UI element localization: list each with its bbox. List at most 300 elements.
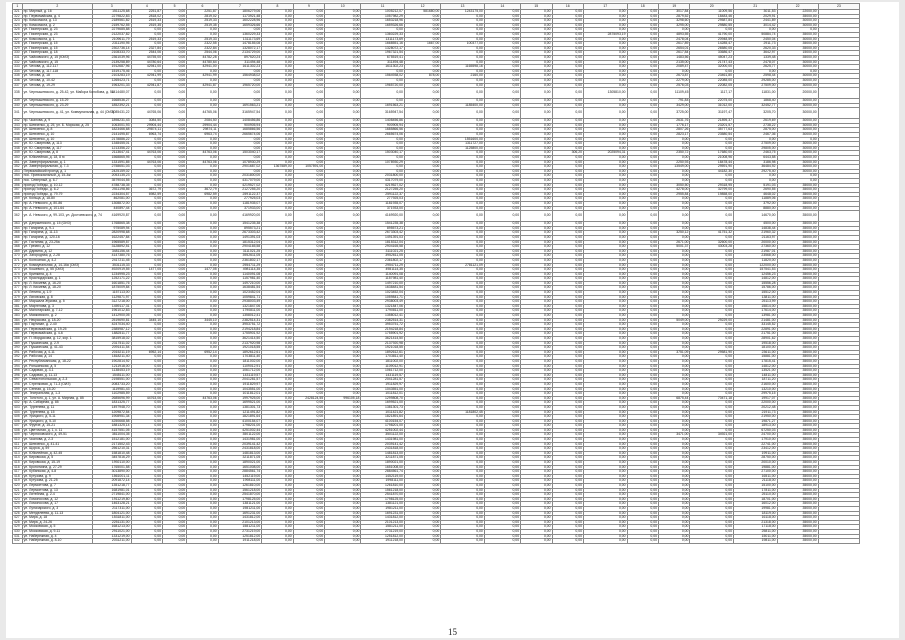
value-cell: 0,00 bbox=[584, 128, 628, 133]
value-cell: 0,00 bbox=[484, 392, 520, 397]
value-cell: 0,00 bbox=[262, 272, 293, 277]
value-cell: 0,00 bbox=[325, 235, 361, 240]
value-cell: 0,00 bbox=[293, 99, 324, 104]
value-cell: 0,00 bbox=[293, 137, 324, 142]
value-cell: 0,00 bbox=[187, 438, 218, 443]
value-cell: 0,00 bbox=[441, 415, 485, 420]
value-cell: 35000,00 bbox=[777, 272, 818, 277]
value-cell: 0,00 bbox=[293, 188, 324, 193]
value-cell: 0,00 bbox=[659, 304, 690, 309]
value-cell: 0,00 bbox=[325, 350, 361, 355]
value-cell: 22082,05 bbox=[690, 83, 734, 88]
value-cell: 0,00 bbox=[690, 465, 734, 470]
value-cell: 25811,00 bbox=[734, 529, 778, 534]
value-cell: 0,00 bbox=[404, 309, 440, 314]
value-cell: 0,00 bbox=[627, 415, 658, 420]
value-cell: 0,00 bbox=[187, 493, 218, 498]
value-cell: 0,00 bbox=[584, 396, 628, 401]
empty-cell bbox=[818, 539, 859, 544]
value-cell: 0,00 bbox=[163, 46, 187, 51]
value-cell: 0,00 bbox=[163, 32, 187, 37]
value-cell: 0,00 bbox=[404, 364, 440, 369]
value-cell: 0,00 bbox=[325, 291, 361, 296]
empty-cell bbox=[818, 108, 859, 119]
value-cell: 0,00 bbox=[131, 327, 162, 332]
value-cell: 0,00 bbox=[262, 529, 293, 534]
value-cell: 32000,00 bbox=[690, 65, 734, 70]
value-cell: 371933,00 bbox=[361, 206, 405, 211]
value-cell: 0,00 bbox=[521, 142, 552, 147]
value-cell: 0,00 bbox=[484, 488, 520, 493]
value-cell: 35000,00 bbox=[777, 268, 818, 273]
value-cell: 1261810,00 bbox=[361, 484, 405, 489]
value-cell: 0,00 bbox=[584, 165, 628, 170]
value-cell: 0,00 bbox=[484, 254, 520, 259]
value-cell: 0,00 bbox=[187, 245, 218, 250]
row-number-cell: 355 bbox=[13, 179, 23, 184]
row-number-cell: 389 bbox=[13, 341, 23, 346]
value-cell: 23568,00 bbox=[734, 254, 778, 259]
value-cell: 0,00 bbox=[441, 179, 485, 184]
value-cell: 675519,41 bbox=[361, 55, 405, 60]
value-cell: 1911829,97 bbox=[218, 382, 262, 387]
value-cell: 3501122,00 bbox=[218, 433, 262, 438]
value-cell: 0,00 bbox=[293, 263, 324, 268]
value-cell: 0,00 bbox=[690, 484, 734, 489]
value-cell: 1078930,29 bbox=[361, 160, 405, 165]
value-cell: 0,00 bbox=[552, 415, 583, 420]
value-cell: 0,00 bbox=[659, 456, 690, 461]
value-cell: 0,00 bbox=[163, 291, 187, 296]
row-number-cell: 388 bbox=[13, 337, 23, 342]
value-cell: 0,00 bbox=[404, 249, 440, 254]
value-cell: 1691231,00 bbox=[218, 511, 262, 516]
value-cell: 0,00 bbox=[262, 23, 293, 28]
value-cell: 0,00 bbox=[484, 470, 520, 475]
value-cell: 1348455,01 bbox=[92, 142, 131, 147]
value-cell: 0,00 bbox=[627, 451, 658, 456]
value-cell: 0,00 bbox=[734, 69, 778, 74]
value-cell: 0,00 bbox=[484, 405, 520, 410]
value-cell: 0,00 bbox=[659, 268, 690, 273]
address-cell: ул. Цветочная, д. 1, к. 11 bbox=[22, 428, 92, 433]
value-cell: 2904165,58 bbox=[361, 245, 405, 250]
value-cell: 0,00 bbox=[131, 137, 162, 142]
value-cell: 0,00 bbox=[552, 341, 583, 346]
value-cell: 0,00 bbox=[325, 240, 361, 245]
value-cell: 0,00 bbox=[187, 497, 218, 502]
value-cell: 0,00 bbox=[659, 314, 690, 319]
value-cell: 0,00 bbox=[659, 359, 690, 364]
value-cell: 0,00 bbox=[325, 83, 361, 88]
value-cell: 0,00 bbox=[293, 332, 324, 337]
value-cell: 0,00 bbox=[163, 42, 187, 47]
value-cell: 0,00 bbox=[293, 474, 324, 479]
value-cell: 0,00 bbox=[584, 493, 628, 498]
value-cell: 0,00 bbox=[584, 314, 628, 319]
address-cell: пр. Л. Кисиева, д. 18-20 bbox=[22, 286, 92, 291]
value-cell: 0,00 bbox=[262, 188, 293, 193]
value-cell: 0,00 bbox=[441, 258, 485, 263]
value-cell: 0,00 bbox=[404, 14, 440, 19]
value-cell: 0,00 bbox=[552, 245, 583, 250]
value-cell: 0,00 bbox=[163, 539, 187, 544]
address-cell: ул. Чернышевского, д. 15-29 bbox=[22, 99, 92, 104]
value-cell: 0,00 bbox=[584, 60, 628, 65]
row-number-cell: 346 bbox=[13, 137, 23, 142]
value-cell: 0,00 bbox=[734, 28, 778, 33]
column-number-header: 7 bbox=[218, 4, 262, 10]
value-cell: 4169920,87 bbox=[92, 211, 131, 222]
value-cell: 4920919,55 bbox=[92, 268, 131, 273]
value-cell: 35000,00 bbox=[777, 314, 818, 319]
value-cell: 0,00 bbox=[187, 419, 218, 424]
value-cell: 1806279,06 bbox=[218, 10, 262, 15]
value-cell: 0,00 bbox=[690, 206, 734, 211]
value-cell: 897520,24 bbox=[218, 55, 262, 60]
row-number-cell: 395 bbox=[13, 369, 23, 374]
value-cell: 0,00 bbox=[521, 309, 552, 314]
value-cell: 0,00 bbox=[293, 32, 324, 37]
value-cell: 1497210,00 bbox=[218, 281, 262, 286]
value-cell: 0,00 bbox=[627, 442, 658, 447]
address-cell: ул. Луначарского, д. 3 bbox=[22, 506, 92, 511]
value-cell: 0,00 bbox=[584, 74, 628, 79]
value-cell: 0,00 bbox=[552, 516, 583, 521]
value-cell: 2327,84 bbox=[131, 46, 162, 51]
row-number-cell: 378 bbox=[13, 291, 23, 296]
value-cell: 2189561,82 bbox=[92, 19, 131, 24]
value-cell: 35000,00 bbox=[777, 442, 818, 447]
value-cell: 0,00 bbox=[187, 309, 218, 314]
value-cell: 0,00 bbox=[187, 525, 218, 530]
value-cell: 0,00 bbox=[131, 174, 162, 179]
address-cell: ул. Чернышевского, д. 25-42, ул. Майора Колобова, д. 54 bbox=[22, 88, 92, 99]
value-cell: 0,00 bbox=[659, 341, 690, 346]
address-cell: пос. Привокзальный, д. 15-3ж bbox=[22, 174, 92, 179]
value-cell: 35000,00 bbox=[777, 447, 818, 452]
value-cell: 2279,00 bbox=[659, 78, 690, 83]
value-cell: 0,00 bbox=[131, 410, 162, 415]
value-cell: 0,00 bbox=[584, 433, 628, 438]
value-cell: 22085,00 bbox=[690, 78, 734, 83]
value-cell: 0,00 bbox=[484, 314, 520, 319]
value-cell: 35000,00 bbox=[777, 332, 818, 337]
value-cell: 14670,00 bbox=[734, 211, 778, 222]
value-cell: 0,00 bbox=[627, 133, 658, 138]
value-cell: 3127218,00 bbox=[92, 300, 131, 305]
value-cell: 0,00 bbox=[521, 108, 552, 119]
value-cell: 0,00 bbox=[187, 235, 218, 240]
value-cell: 1308872,00 bbox=[92, 201, 131, 206]
value-cell: 0,00 bbox=[584, 188, 628, 193]
value-cell: 0,00 bbox=[325, 428, 361, 433]
value-cell: 1790811,00 bbox=[218, 309, 262, 314]
value-cell: 0,00 bbox=[552, 428, 583, 433]
address-cell: ул. Чехова, д. 19-29 bbox=[22, 83, 92, 88]
value-cell: 0,00 bbox=[627, 14, 658, 19]
value-cell: 2122037,82 bbox=[92, 32, 131, 37]
value-cell: 2178886,22 bbox=[92, 137, 131, 142]
value-cell: 44765,06 bbox=[187, 108, 218, 119]
address-cell: ул. Стрелковая, д. 71-3 (ОИЗ) bbox=[22, 382, 92, 387]
value-cell: 0,00 bbox=[293, 69, 324, 74]
address-cell: ул. Чайковского, д. 15 bbox=[22, 60, 92, 65]
value-cell: 0,00 bbox=[552, 465, 583, 470]
value-cell: 1381301,73 bbox=[218, 405, 262, 410]
value-cell: 0,00 bbox=[441, 119, 485, 124]
value-cell: 0,00 bbox=[293, 520, 324, 525]
value-cell: 0,00 bbox=[441, 470, 485, 475]
value-cell: 2279822,83 bbox=[92, 14, 131, 19]
value-cell: 0,00 bbox=[441, 401, 485, 406]
value-cell: 0,00 bbox=[293, 51, 324, 56]
value-cell: 42941,87 bbox=[131, 83, 162, 88]
value-cell: 0,00 bbox=[627, 23, 658, 28]
value-cell: 0,00 bbox=[262, 447, 293, 452]
value-cell: 0,00 bbox=[325, 438, 361, 443]
address-cell: ул. Пионерская, д. 23 bbox=[22, 32, 92, 37]
value-cell: 0,00 bbox=[404, 392, 440, 397]
value-cell: 2685696,99 bbox=[92, 396, 131, 401]
value-cell: 0,00 bbox=[325, 99, 361, 104]
value-cell: 44763,06 bbox=[131, 151, 162, 156]
value-cell: 0,00 bbox=[627, 488, 658, 493]
value-cell: 0,00 bbox=[521, 428, 552, 433]
value-cell: 0,00 bbox=[690, 295, 734, 300]
row-number-cell: 382 bbox=[13, 309, 23, 314]
value-cell: 0,00 bbox=[325, 151, 361, 156]
row-number-cell: 340 bbox=[13, 103, 23, 108]
value-cell: 35000,00 bbox=[777, 470, 818, 475]
value-cell: 0,00 bbox=[552, 314, 583, 319]
value-cell: 0,00 bbox=[131, 428, 162, 433]
value-cell: 1511125,68 bbox=[92, 10, 131, 15]
value-cell: 0,00 bbox=[293, 103, 324, 108]
address-cell: ул. Юбилейная, д. 18, 8 ю bbox=[22, 156, 92, 161]
value-cell: 0,00 bbox=[552, 10, 583, 15]
value-cell: 0,00 bbox=[584, 258, 628, 263]
value-cell: 0,00 bbox=[552, 142, 583, 147]
value-cell: 0,00 bbox=[584, 156, 628, 161]
value-cell: 0,00 bbox=[441, 392, 485, 397]
row-number-cell: 432 bbox=[13, 539, 23, 544]
value-cell: 4317079,00 bbox=[218, 179, 262, 184]
value-cell: 0,00 bbox=[163, 201, 187, 206]
value-cell: 0,00 bbox=[293, 28, 324, 33]
value-cell: 0,00 bbox=[584, 65, 628, 70]
value-cell: 29591,90 bbox=[690, 165, 734, 170]
value-cell: 4981114,35 bbox=[361, 268, 405, 273]
value-cell: 0,00 bbox=[131, 309, 162, 314]
value-cell: 1503040,17 bbox=[218, 151, 262, 156]
value-cell: 0,00 bbox=[627, 281, 658, 286]
value-cell: 0,00 bbox=[584, 520, 628, 525]
value-cell: 0,00 bbox=[163, 142, 187, 147]
value-cell: 0,00 bbox=[552, 268, 583, 273]
value-cell: 3457816,29 bbox=[92, 456, 131, 461]
row-number-cell: 362 bbox=[13, 211, 23, 222]
value-cell: 0,00 bbox=[163, 268, 187, 273]
value-cell: 0,00 bbox=[163, 179, 187, 184]
value-cell: 0,00 bbox=[187, 442, 218, 447]
value-cell: 1564938,02 bbox=[218, 74, 262, 79]
value-cell: 0,00 bbox=[187, 516, 218, 521]
value-cell: 42941,99 bbox=[187, 74, 218, 79]
value-cell: 1651008,00 bbox=[218, 465, 262, 470]
value-cell: 29318,95 bbox=[690, 183, 734, 188]
value-cell: 0,00 bbox=[584, 539, 628, 544]
value-cell: 0,00 bbox=[552, 119, 583, 124]
value-cell: 0,00 bbox=[690, 392, 734, 397]
value-cell: 22000,00 bbox=[734, 401, 778, 406]
value-cell: 0,00 bbox=[627, 438, 658, 443]
value-cell: 0,00 bbox=[484, 511, 520, 516]
value-cell: 0,00 bbox=[163, 401, 187, 406]
value-cell: 0,00 bbox=[293, 350, 324, 355]
value-cell: 0,00 bbox=[262, 197, 293, 202]
value-cell: 1798201,00 bbox=[361, 424, 405, 429]
address-cell: ул. Пионерская, д. 15 bbox=[22, 46, 92, 51]
value-cell: 35000,00 bbox=[777, 461, 818, 466]
value-cell: 2279685,88 bbox=[92, 28, 131, 33]
value-cell: 14838,44 bbox=[734, 226, 778, 231]
value-cell: 2385987,12 bbox=[92, 327, 131, 332]
value-cell: 0,00 bbox=[584, 277, 628, 282]
value-cell: 0,00 bbox=[484, 355, 520, 360]
value-cell: 0,00 bbox=[187, 323, 218, 328]
value-cell: 2117311,00 bbox=[92, 506, 131, 511]
value-cell: 0,00 bbox=[293, 268, 324, 273]
value-cell: 0,00 bbox=[552, 350, 583, 355]
value-cell: 0,00 bbox=[627, 51, 658, 56]
value-cell: 0,00 bbox=[521, 83, 552, 88]
value-cell: 0,00 bbox=[521, 174, 552, 179]
value-cell: 0,00 bbox=[404, 254, 440, 259]
value-cell: 0,00 bbox=[521, 502, 552, 507]
value-cell: 1408456,86 bbox=[361, 119, 405, 124]
value-cell: 0,00 bbox=[404, 484, 440, 489]
value-cell: 3792,00 bbox=[734, 201, 778, 206]
value-cell: 0,00 bbox=[218, 69, 262, 74]
address-cell: ул. Пионерская, д. 18 bbox=[22, 51, 92, 56]
value-cell: 0,00 bbox=[484, 438, 520, 443]
value-cell: 22891,00 bbox=[734, 327, 778, 332]
address-cell: ул. Чехова, д. 18 bbox=[22, 74, 92, 79]
value-cell: 1998111,00 bbox=[361, 479, 405, 484]
value-cell: 0,00 bbox=[187, 470, 218, 475]
value-cell: 18100,00 bbox=[734, 346, 778, 351]
value-cell: 0,00 bbox=[163, 493, 187, 498]
value-cell: 0,00 bbox=[584, 346, 628, 351]
value-cell: 29874,11 bbox=[131, 128, 162, 133]
value-cell: 0,00 bbox=[131, 387, 162, 392]
address-cell: ул. Кольца, д. 18-80 bbox=[22, 197, 92, 202]
value-cell: 1381121,00 bbox=[218, 502, 262, 507]
value-cell: 0,00 bbox=[404, 511, 440, 516]
address-cell: ул. Колхозная, д. 4-2 bbox=[22, 258, 92, 263]
value-cell: 0,00 bbox=[690, 456, 734, 461]
value-cell: 35000,00 bbox=[777, 211, 818, 222]
value-cell: 30000,00 bbox=[777, 78, 818, 83]
value-cell: 0,00 bbox=[325, 534, 361, 539]
value-cell: 2654,01 bbox=[659, 46, 690, 51]
value-cell: 2029,91 bbox=[734, 14, 778, 19]
value-cell: 1815312,04 bbox=[218, 240, 262, 245]
column-number-header: 1 bbox=[13, 4, 23, 10]
value-cell: 0,00 bbox=[484, 78, 520, 83]
value-cell: 2127255,20 bbox=[361, 188, 405, 193]
value-cell: 0,00 bbox=[584, 442, 628, 447]
value-cell: 0,00 bbox=[521, 99, 552, 104]
row-number-cell: 406 bbox=[13, 419, 23, 424]
address-cell: ул. Первомайская, д. 4-6 bbox=[22, 332, 92, 337]
value-cell: 2911021,00 bbox=[92, 529, 131, 534]
value-cell: 0,00 bbox=[404, 286, 440, 291]
value-cell: 0,00 bbox=[521, 258, 552, 263]
value-cell: 0,00 bbox=[262, 69, 293, 74]
value-cell: 13811,00 bbox=[734, 295, 778, 300]
value-cell: 0,00 bbox=[262, 525, 293, 530]
value-cell: 1321847,06 bbox=[361, 304, 405, 309]
value-cell: 0,00 bbox=[484, 160, 520, 165]
value-cell: 0,00 bbox=[690, 272, 734, 277]
value-cell: 0,00 bbox=[131, 240, 162, 245]
value-cell: 35000,00 bbox=[777, 373, 818, 378]
value-cell: 3128892,51 bbox=[92, 245, 131, 250]
value-cell: 0,00 bbox=[293, 108, 324, 119]
value-cell: 0,00 bbox=[293, 470, 324, 475]
value-cell: 0,00 bbox=[441, 183, 485, 188]
value-cell: 1059841,71 bbox=[361, 295, 405, 300]
value-cell: 0,00 bbox=[262, 55, 293, 60]
value-cell: 0,00 bbox=[690, 258, 734, 263]
value-cell: 0,00 bbox=[584, 231, 628, 236]
value-cell: 0,00 bbox=[584, 263, 628, 268]
value-cell: 2428124,55 bbox=[293, 396, 324, 401]
value-cell: 0,00 bbox=[404, 28, 440, 33]
value-cell: 0,00 bbox=[262, 419, 293, 424]
address-cell: ул. Московская, д. 9-11 bbox=[22, 529, 92, 534]
value-cell: 0,00 bbox=[484, 46, 520, 51]
value-cell: 19858,00 bbox=[690, 192, 734, 197]
value-cell: 0,00 bbox=[325, 88, 361, 99]
value-cell: 0,00 bbox=[521, 295, 552, 300]
address-cell: ул. Толстого, д. 1, ул. А. Мирная, д. 85 bbox=[22, 396, 92, 401]
value-cell: 0,00 bbox=[441, 245, 485, 250]
value-cell: 0,00 bbox=[484, 539, 520, 544]
value-cell: 0,00 bbox=[441, 240, 485, 245]
value-cell: 0,00 bbox=[484, 502, 520, 507]
value-cell: 0,00 bbox=[293, 23, 324, 28]
value-cell: 0,00 bbox=[484, 19, 520, 24]
row-number-cell: 329 bbox=[13, 46, 23, 51]
value-cell: 0,00 bbox=[187, 99, 218, 104]
address-cell: ул. Тургенева, д. 11 bbox=[22, 405, 92, 410]
value-cell: 30000,00 bbox=[777, 99, 818, 104]
value-cell: 0,00 bbox=[627, 146, 658, 151]
value-cell: 0,00 bbox=[187, 387, 218, 392]
row-number-cell: 344 bbox=[13, 128, 23, 133]
value-cell: 0,00 bbox=[521, 332, 552, 337]
value-cell: 0,00 bbox=[690, 479, 734, 484]
value-cell: 0,00 bbox=[441, 341, 485, 346]
value-cell: 0,00 bbox=[404, 387, 440, 392]
value-cell: 0,00 bbox=[441, 83, 485, 88]
value-cell: 0,00 bbox=[584, 534, 628, 539]
value-cell: 0,00 bbox=[441, 364, 485, 369]
value-cell: 2361039,96 bbox=[92, 55, 131, 60]
